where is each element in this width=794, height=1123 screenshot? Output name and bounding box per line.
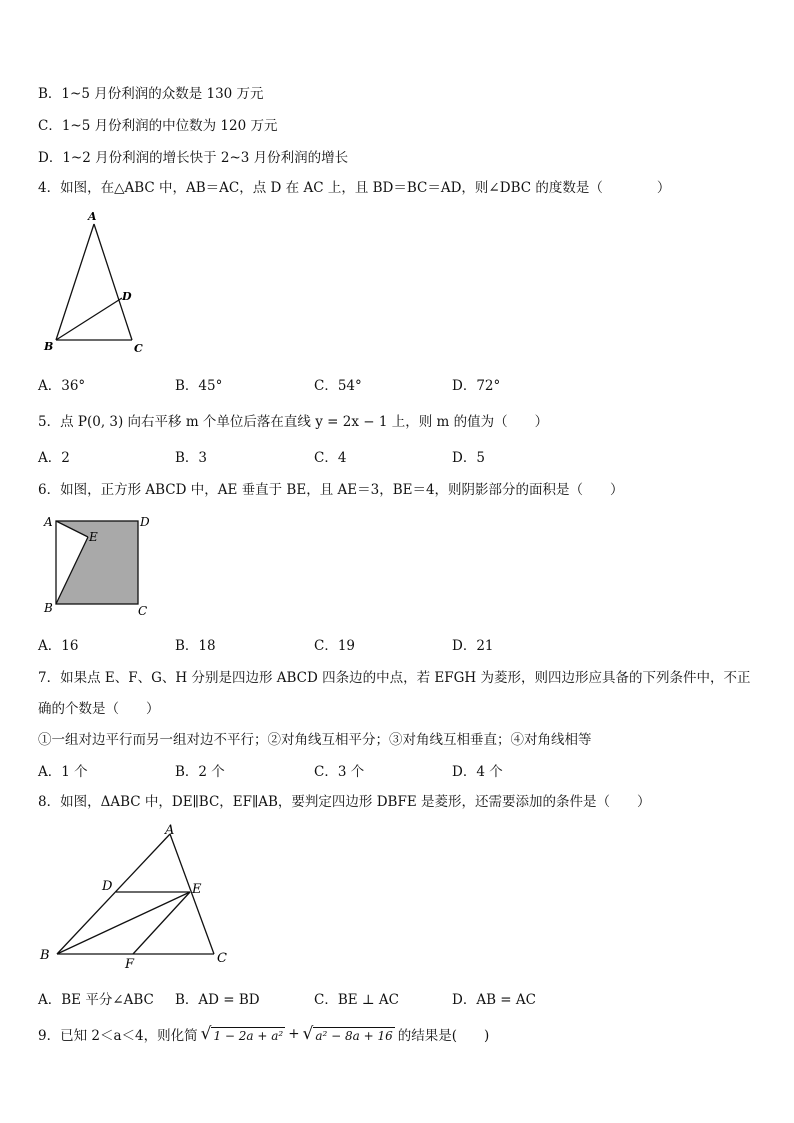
q8-option-c: C．BE ⊥ AC [314,992,399,1008]
q7-option-b: B．2 个 [175,764,225,780]
q5-option-c: C．4 [314,450,347,466]
q6-square-figure [36,508,166,620]
q9-radical-1: √ 1 − 2a + a² [200,1023,284,1044]
q4-option-d: D．72° [452,378,501,394]
q4-label-c: C [134,342,143,355]
q6-label-d: D [140,515,150,529]
q6-options [38,634,778,652]
q7-option-c: C．3 个 [314,764,365,780]
q6-stem: 6．如图，正方形 ABCD 中，AE 垂直于 BE，且 AE＝3，BE＝4，则阴影部分的面积是（ ） [38,482,624,498]
q8-label-c: C [217,951,227,966]
q8-triangle-figure [30,822,250,972]
q7-options [38,760,778,778]
q8-label-a: A [165,823,175,838]
q8-option-b: B．AD = BD [175,992,260,1008]
q8-options [38,988,778,1006]
q4-options [38,374,778,392]
q8-option-d: D．AB = AC [452,992,536,1008]
q8-label-b: B [40,948,50,963]
q6-label-b: B [44,601,53,615]
q8-label-e: E [192,882,202,897]
q4-option-c: C．54° [314,378,362,394]
q6-label-e: E [89,530,98,544]
q3-option-c: C．1~5 月份利润的中位数为 120 万元 [38,118,278,134]
q9-radical-2: √ a² − 8a + 16 [302,1023,393,1044]
q5-stem: 5．点 P(0, 3) 向右平移 m 个单位后落在直线 y = 2x − 1 上，则 m 的值为（ ） [38,414,549,430]
q6-option-d: D．21 [452,638,494,654]
q7-option-a: A．1 个 [38,764,88,780]
q8-label-f: F [125,957,135,972]
q7-stem-line1: 7．如果点 E、F、G、H 分别是四边形 ABCD 四条边的中点，若 EFGH 为菱形，则四边形应具备的下列条件中，不正 [38,670,751,686]
q7-option-d: D．4 个 [452,764,503,780]
q7-conditions: ①一组对边平行而另一组对边不平行；②对角线互相平分；③对角线互相垂直；④对角线相等 [38,732,592,748]
q6-option-a: A．16 [38,638,79,654]
q4-label-a: A [88,210,97,223]
q4-stem: 4．如图，在△ABC 中，AB＝AC，点 D 在 AC 上，且 BD＝BC＝AD，则∠DBC 的度数是（ ） [38,180,671,196]
q6-label-a: A [44,515,53,529]
q6-option-b: B．18 [175,638,216,654]
q5-option-b: B．3 [175,450,208,466]
q4-option-b: B．45° [175,378,223,394]
q9-radicand-1: 1 − 2a + a² [213,1028,284,1043]
q5-option-a: A．2 [38,450,70,466]
q5-option-d: D．5 [452,450,485,466]
q6-label-c: C [138,604,148,618]
q9-radicand-2: a² − 8a + 16 [315,1028,393,1043]
q4-triangle-figure [30,206,160,366]
q7-stem-line2: 确的个数是（ ） [38,701,160,717]
q9-plus: + [288,1026,300,1042]
q4-label-b: B [44,340,54,353]
q8-label-d: D [102,879,113,894]
q4-option-a: A．36° [38,378,86,394]
q9-stem-prefix: 9．已知 2＜a＜4，则化简 [38,1028,198,1044]
q8-stem: 8．如图，ΔABC 中，DE∥BC，EF∥AB，要判定四边形 DBFE 是菱形，还需要添加的条件是（ ） [38,794,651,810]
q8-option-a: A．BE 平分∠ABC [38,992,154,1008]
q3-option-d: D．1~2 月份利润的增长快于 2~3 月份利润的增长 [38,150,349,166]
q9-stem [38,1024,489,1044]
q3-option-b: B．1~5 月份利润的众数是 130 万元 [38,86,264,102]
q5-options [38,446,778,464]
q4-label-d: D [122,290,132,303]
q9-stem-suffix: 的结果是( ) [397,1028,490,1044]
q6-option-c: C．19 [314,638,356,654]
